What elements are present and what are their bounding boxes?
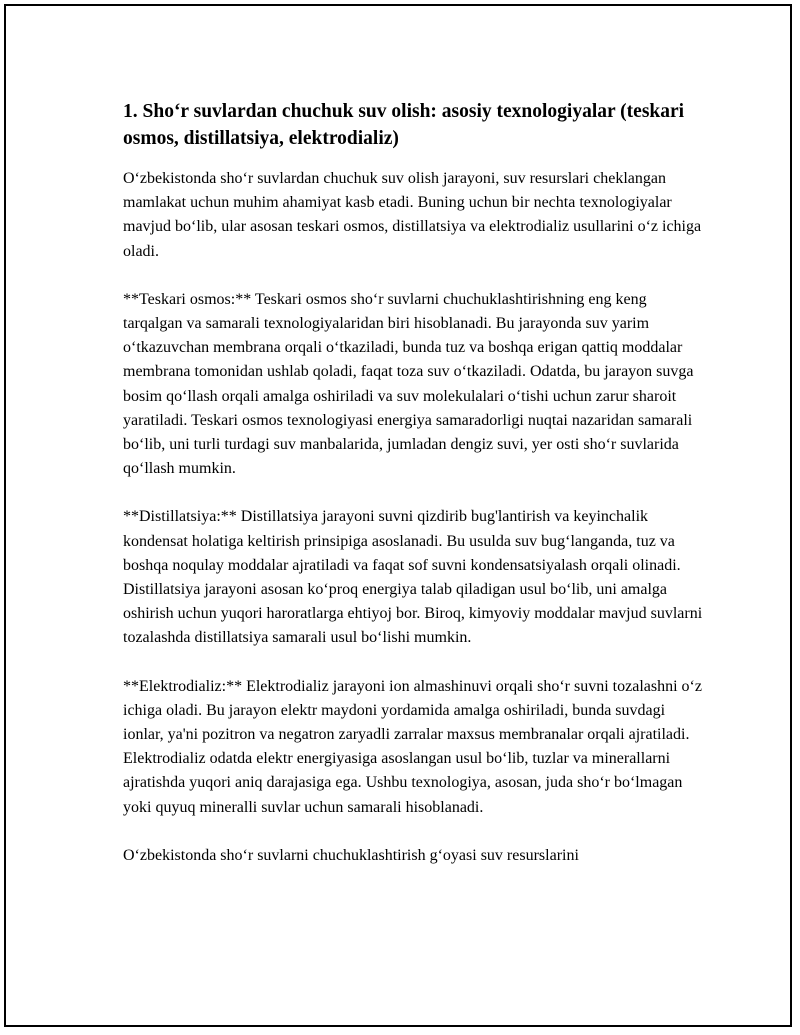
reverse-osmosis-paragraph: **Teskari osmos:** Teskari osmos sho‘r suvlarni chuchuklashtirishning eng keng tarqalgan va samarali texnologiyalaridan biri hisoblanadi. Bu jarayonda suv yarim o‘tkazuvchan membrana orqali o‘tkaziladi, bunda tuz va boshqa erigan qattiq moddalar membrana tomonidan ushlab qoladi, faqat toza suv o‘tkaziladi. Odatda, bu jarayon suvga bosim qo‘llash orqali amalga oshiriladi va suv molekulalari o‘tishi uchun zarur sharoit yaratiladi. Teskari osmos texnologiyasi energiya samaradorligi nuqtai nazaridan samarali bo‘lib, uni turli turdagi suv manbalarida, jumladan dengiz suvi, yer osti sho‘r suvlarida qo‘llash mumkin. <box>123 290 694 478</box>
distillation-paragraph: **Distillatsiya:** Distillatsiya jarayoni suvni qizdirib bug'lantirish va keyinchalik kondensat holatiga keltirish prinsipiga asoslanadi. Bu usulda suv bug‘langanda, tuz va boshqa noqulay moddalar ajratiladi va faqat sof suvni kondensatsiyalash orqali olinadi. Distillatsiya jarayoni asosan ko‘proq energiya talab qiladigan usul bo‘lib, uni amalga oshirish uchun yuqori haroratlarga ehtiyoj bor. Biroq, kimyoviy moddalar mavjud suvlarni tozalashda distillatsiya samarali usul bo‘lishi mumkin. <box>123 508 703 647</box>
document-body <box>123 98 703 892</box>
section-heading: 1. Sho‘r suvlardan chuchuk suv olish: asosiy texnologiyalar (teskari osmos, distillatsiya, elektrodializ) <box>123 101 685 149</box>
document-page <box>4 4 792 1027</box>
closing-paragraph: O‘zbekistonda sho‘r suvlarni chuchuklashtirish g‘oyasi suv resurslarini <box>123 846 579 864</box>
intro-paragraph: O‘zbekistonda sho‘r suvlardan chuchuk suv olish jarayoni, suv resurslari cheklangan mamlakat uchun muhim ahamiyat kasb etadi. Buning uchun bir nechta texnologiyalar mavjud bo‘lib, ular asosan teskari osmos, distillatsiya va elektrodializ usullarini o‘z ichiga oladi. <box>123 170 702 260</box>
electrodialysis-paragraph: **Elektrodializ:** Elektrodializ jarayoni ion almashinuvi orqali sho‘r suvni tozalashni o‘z ichiga oladi. Bu jarayon elektr maydoni yordamida amalga oshiriladi, bunda suvdagi ionlar, ya'ni pozitron va negatron zaryadli zarralar maxsus membranalar orqali ajratiladi. Elektrodializ odatda elektr energiyasiga asoslangan usul bo‘lib, tuzlar va minerallarni ajratishda yuqori aniq darajasiga ega. Ushbu texnologiya, asosan, juda sho‘r bo‘lmagan yoki quyuq mineralli suvlar uchun samarali hisoblanadi. <box>123 677 702 816</box>
